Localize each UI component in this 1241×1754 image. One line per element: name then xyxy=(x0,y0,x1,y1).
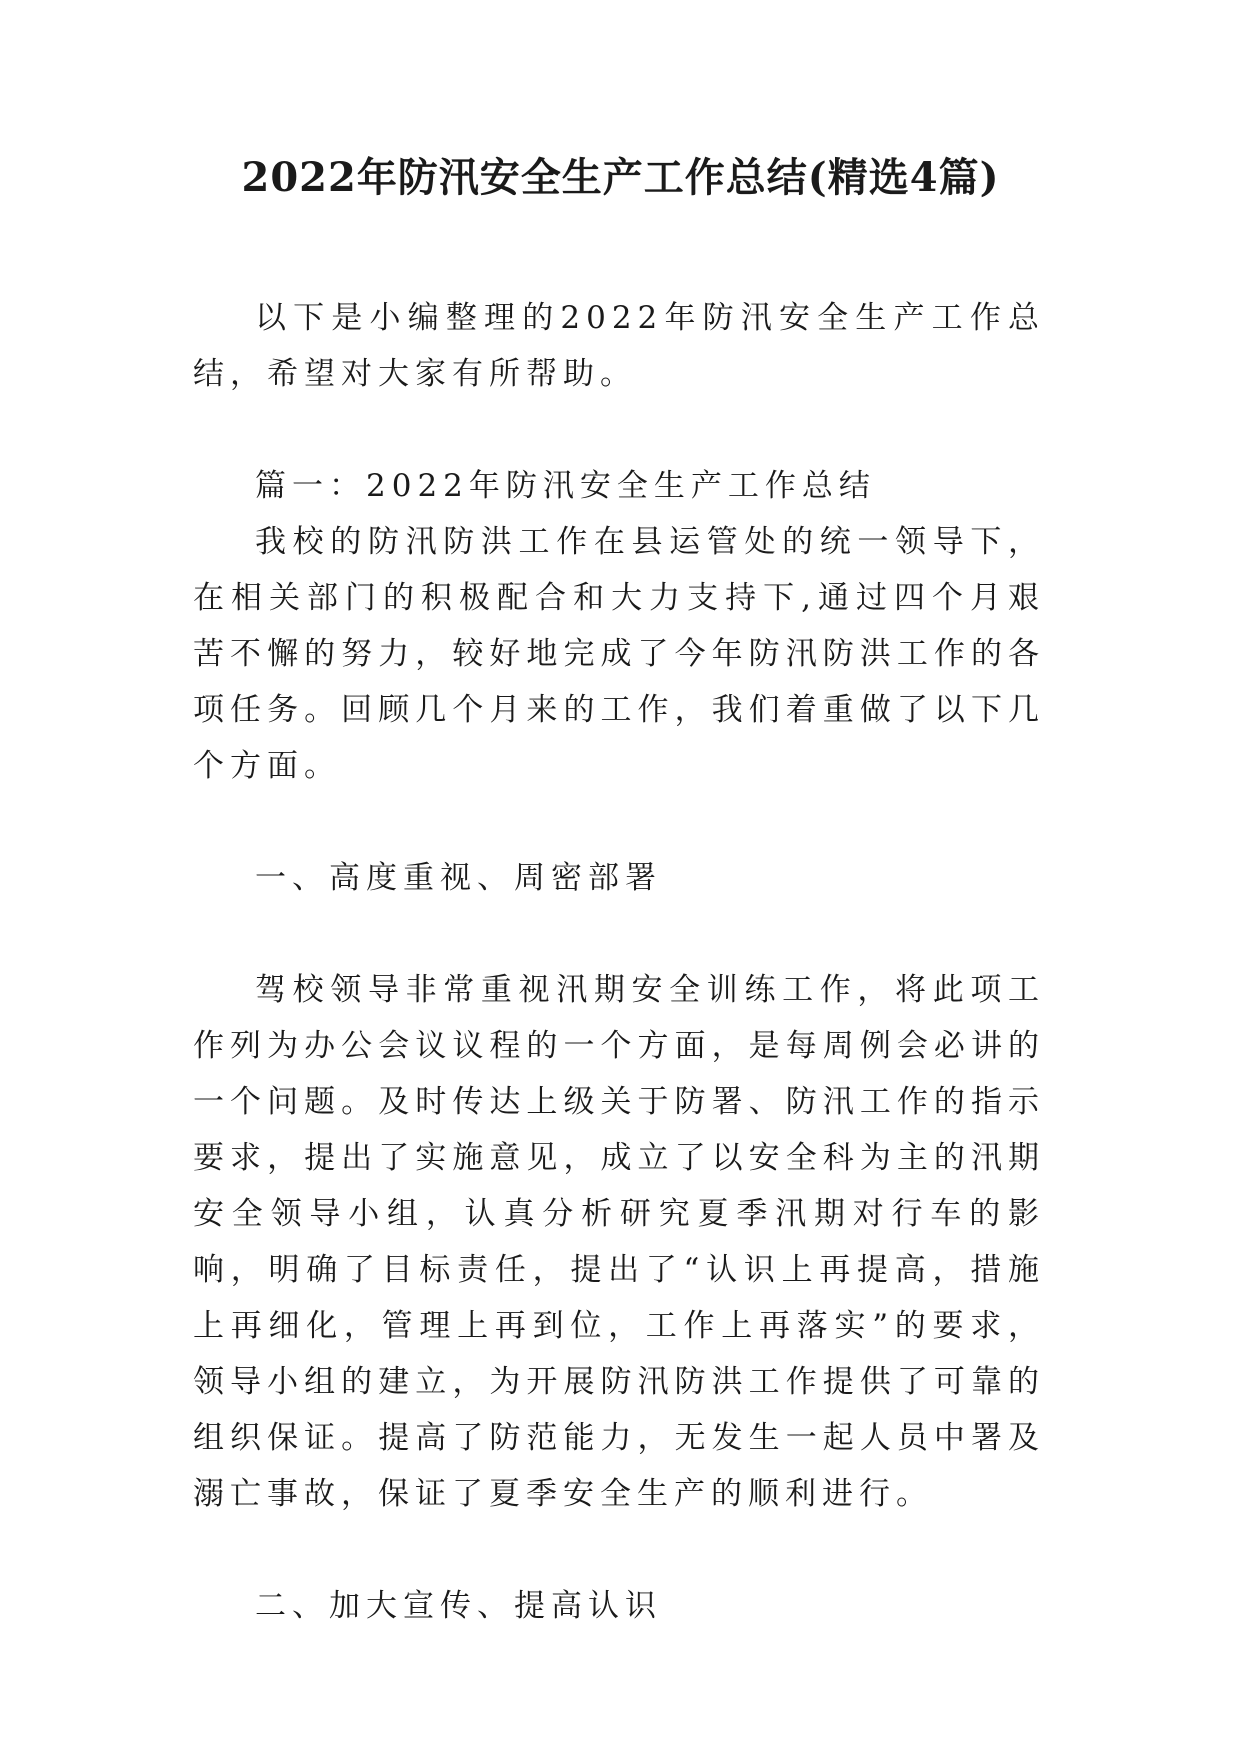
document-body xyxy=(193,290,1045,1634)
body-paragraph: 我校的防汛防洪工作在县运管处的统一领导下，在相关部门的积极配合和大力支持下,通过四个月艰苦不懈的努力，较好地完成了今年防汛防洪工作的各项任务。回顾几个月来的工作，我们着重做了以下几个方面。 xyxy=(193,524,1045,784)
intro-paragraph: 以下是小编整理的2022年防汛安全生产工作总结，希望对大家有所帮助。 xyxy=(193,300,1045,392)
subheading-one: 一、高度重视、周密部署 xyxy=(255,860,662,896)
body-paragraph: 驾校领导非常重视汛期安全训练工作，将此项工作列为办公会议议程的一个方面，是每周例会必讲的一个问题。及时传达上级关于防署、防汛工作的指示要求，提出了实施意见，成立了以安全科为主的汛期安全领导小组，认真分析研究夏季汛期对行车的影响，明确了目标责任，提出了“认识上再提高，措施上再细化，管理上再到位，工作上再落实”的要求，领导小组的建立，为开展防汛防洪工作提供了可靠的组织保证。提高了防范能力，无发生一起人员中署及溺亡事故，保证了夏季安全生产的顺利进行。 xyxy=(193,972,1045,1512)
subheading-two: 二、加大宣传、提高认识 xyxy=(255,1588,662,1624)
section-heading-part-one: 篇一：2022年防汛安全生产工作总结 xyxy=(255,468,876,504)
document-title: 2022年防汛安全生产工作总结(精选4篇) xyxy=(241,154,1000,201)
